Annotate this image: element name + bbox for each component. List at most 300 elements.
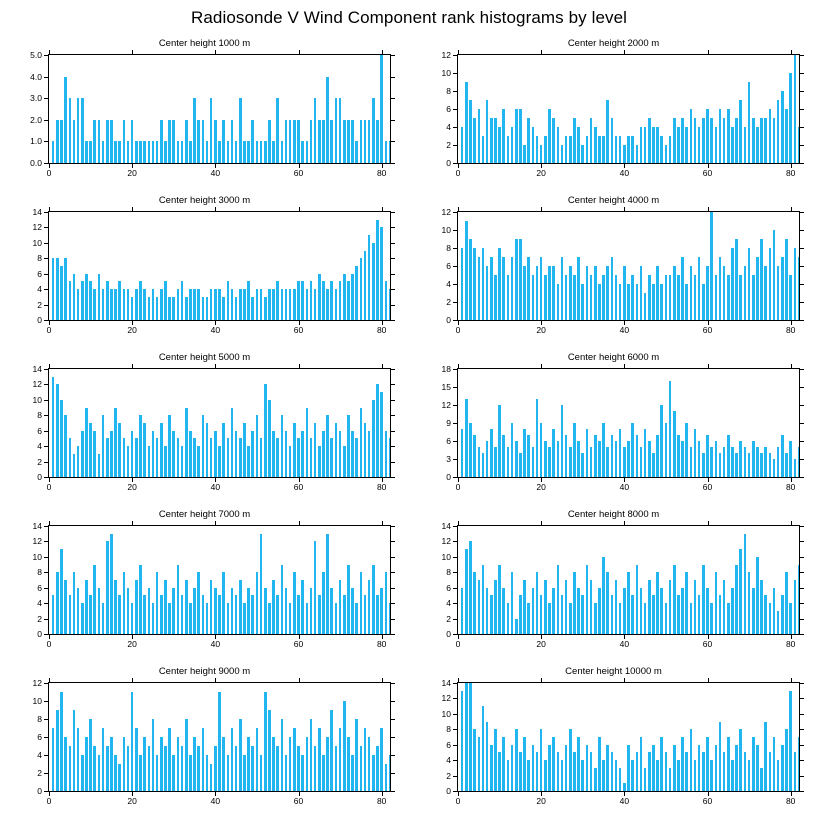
x-tick-label: 20	[127, 639, 137, 649]
bar	[502, 257, 505, 320]
bar	[127, 141, 130, 163]
y-tick-mark	[44, 588, 48, 589]
bar	[123, 120, 126, 163]
bar	[794, 752, 797, 791]
bar	[364, 251, 367, 320]
y-tick-mark	[391, 541, 395, 542]
y-tick-mark	[800, 634, 804, 635]
bar	[364, 423, 367, 477]
panel-title: Center height 1000 m	[158, 38, 251, 49]
bar	[272, 737, 275, 791]
bar	[380, 392, 383, 477]
x-tick-label: 40	[210, 168, 221, 178]
y-tick-mark	[44, 305, 48, 306]
x-tick-mark	[791, 521, 792, 525]
bar	[511, 572, 514, 634]
bar	[735, 239, 738, 320]
bar	[172, 120, 175, 163]
x-tick-mark	[624, 364, 625, 368]
bar	[752, 588, 755, 634]
bar	[148, 446, 151, 477]
bar	[656, 266, 659, 320]
bar	[602, 760, 605, 791]
bar	[677, 435, 680, 477]
bar	[177, 565, 180, 634]
bar	[172, 588, 175, 634]
bar	[581, 453, 584, 477]
bar	[557, 441, 560, 477]
x-axis	[457, 792, 800, 810]
bar	[644, 293, 647, 320]
bar	[351, 588, 354, 634]
bar	[739, 275, 742, 320]
bar	[482, 136, 485, 163]
x-tick-mark	[382, 50, 383, 54]
bar	[785, 109, 788, 163]
bar	[777, 611, 780, 634]
bar	[606, 266, 609, 320]
bar	[523, 145, 526, 163]
bar	[685, 127, 688, 163]
y-axis-right-ticks	[800, 682, 805, 792]
bar	[677, 275, 680, 320]
bar	[343, 446, 346, 477]
y-tick-mark	[453, 405, 457, 406]
bar	[127, 446, 130, 477]
panel-title: Center height 5000 m	[158, 352, 251, 363]
bar	[289, 737, 292, 791]
bar	[360, 120, 363, 163]
bar-series	[49, 55, 390, 163]
y-axis-right-ticks	[391, 54, 396, 164]
y-tick-mark	[800, 698, 804, 699]
bar	[264, 141, 267, 163]
bar	[469, 423, 472, 477]
bar	[243, 603, 246, 634]
y-axis	[409, 206, 457, 325]
bar	[189, 755, 192, 791]
y-tick-mark	[800, 212, 804, 213]
bar	[318, 728, 321, 791]
bar	[735, 745, 738, 791]
y-tick-label: 4	[37, 597, 42, 608]
bar	[143, 141, 146, 163]
bar	[636, 284, 639, 320]
x-tick-mark	[49, 50, 50, 54]
bar	[702, 284, 705, 320]
bar	[473, 572, 476, 634]
bar	[235, 746, 238, 791]
bar	[69, 595, 72, 634]
bar	[52, 595, 55, 634]
bar	[469, 541, 472, 634]
x-tick-label: 20	[536, 796, 546, 806]
bar	[152, 603, 155, 634]
bar	[243, 289, 246, 320]
bar	[98, 755, 101, 791]
bar	[89, 141, 92, 163]
y-tick-mark	[391, 163, 395, 164]
y-tick-mark	[391, 384, 395, 385]
x-tick-label: 0	[46, 639, 52, 649]
bar	[719, 257, 722, 320]
bar	[532, 127, 535, 163]
y-tick-label: 6	[446, 260, 451, 271]
x-tick-mark	[49, 364, 50, 368]
x-tick-label: 0	[46, 796, 52, 806]
y-tick-label: 12	[441, 399, 451, 410]
bar	[330, 120, 333, 163]
bar	[306, 603, 309, 634]
x-tick-mark	[541, 50, 542, 54]
bar	[636, 145, 639, 163]
y-tick-mark	[391, 55, 395, 56]
y-tick-mark	[453, 423, 457, 424]
bar	[60, 120, 63, 163]
bar	[602, 275, 605, 320]
bar	[69, 746, 72, 791]
bar	[193, 438, 196, 477]
bar	[594, 768, 597, 791]
bar	[272, 141, 275, 163]
bar	[385, 431, 388, 477]
x-tick-mark	[458, 364, 459, 368]
bar	[590, 447, 593, 477]
y-tick-mark	[800, 776, 804, 777]
bar	[260, 534, 263, 634]
y-tick-label: 8	[446, 724, 451, 735]
bar	[719, 453, 722, 477]
bar	[376, 120, 379, 163]
x-tick-label: 40	[619, 639, 630, 649]
x-tick-label: 80	[376, 482, 387, 492]
bar	[168, 603, 171, 634]
bar	[330, 588, 333, 634]
bar	[769, 752, 772, 791]
bar	[590, 580, 593, 634]
bar	[185, 120, 188, 163]
bar	[185, 408, 188, 477]
bar	[648, 118, 651, 163]
chart-panel	[0, 509, 409, 666]
bar	[731, 588, 734, 634]
bar	[197, 446, 200, 477]
bar	[573, 752, 576, 791]
bar	[515, 441, 518, 477]
bar	[515, 239, 518, 320]
x-tick-label: 80	[785, 796, 796, 806]
bar	[347, 281, 350, 320]
x-tick-mark	[49, 678, 50, 682]
y-tick-mark	[800, 91, 804, 92]
y-tick-mark	[391, 274, 395, 275]
bar	[193, 98, 196, 163]
bar	[789, 691, 792, 791]
bar	[143, 289, 146, 320]
x-tick-label: 60	[293, 325, 304, 335]
bar	[557, 284, 560, 320]
bar	[739, 729, 742, 791]
y-tick-mark	[453, 557, 457, 558]
bar	[343, 120, 346, 163]
bar	[306, 408, 309, 477]
bar	[502, 109, 505, 163]
bar	[552, 429, 555, 477]
bar	[478, 257, 481, 320]
bar	[644, 603, 647, 634]
y-tick-label: 6	[37, 731, 42, 742]
bar	[515, 109, 518, 163]
bar	[235, 595, 238, 634]
bar	[193, 289, 196, 320]
y-tick-mark	[800, 230, 804, 231]
y-tick-label: 18	[441, 363, 451, 374]
bar	[123, 737, 126, 791]
y-tick-label: 0	[37, 628, 42, 639]
bar	[231, 120, 234, 163]
bar	[135, 289, 138, 320]
y-tick-label: 6	[37, 582, 42, 593]
x-tick-label: 20	[536, 639, 546, 649]
bar	[301, 580, 304, 634]
bar	[69, 98, 72, 163]
bar	[690, 729, 693, 791]
bar	[335, 423, 338, 477]
bar	[247, 141, 250, 163]
y-tick-mark	[453, 619, 457, 620]
bar	[222, 423, 225, 477]
bar	[669, 136, 672, 163]
bar	[690, 447, 693, 477]
y-tick-label: 10	[32, 695, 42, 706]
bar	[640, 127, 643, 163]
bar	[143, 423, 146, 477]
bar	[690, 266, 693, 320]
y-tick-mark	[800, 320, 804, 321]
bar	[177, 438, 180, 477]
bar	[202, 297, 205, 320]
y-tick-mark	[800, 284, 804, 285]
x-tick-label: 0	[455, 168, 461, 178]
x-axis-top-ticks	[457, 521, 800, 525]
bar	[594, 127, 597, 163]
bar	[89, 423, 92, 477]
y-tick-mark	[391, 431, 395, 432]
bar	[769, 453, 772, 477]
y-tick-mark	[44, 719, 48, 720]
bar	[685, 423, 688, 477]
bar	[486, 100, 489, 163]
bar	[293, 728, 296, 791]
panel-title: Center height 10000 m	[565, 666, 662, 677]
x-tick-label: 40	[210, 639, 221, 649]
bar	[465, 399, 468, 477]
bar	[744, 447, 747, 477]
x-tick-mark	[382, 521, 383, 525]
bar	[715, 572, 718, 634]
x-tick-label: 60	[293, 168, 304, 178]
y-tick-mark	[391, 572, 395, 573]
bar	[110, 737, 113, 791]
y-tick-label: 2	[37, 456, 42, 467]
bar	[52, 728, 55, 791]
bar	[318, 120, 321, 163]
bar	[710, 212, 713, 320]
bar	[276, 98, 279, 163]
plot-area	[48, 682, 391, 792]
bar	[660, 284, 663, 320]
bar	[339, 98, 342, 163]
y-tick-label: 2	[446, 296, 451, 307]
bar	[77, 289, 80, 320]
bar	[85, 580, 88, 634]
bar	[673, 266, 676, 320]
bar	[206, 755, 209, 791]
y-tick-mark	[391, 120, 395, 121]
bar	[498, 405, 501, 477]
bar	[106, 541, 109, 634]
bar	[785, 239, 788, 320]
bar	[335, 289, 338, 320]
bar	[364, 595, 367, 634]
bar	[81, 431, 84, 477]
bar	[177, 737, 180, 791]
bar	[490, 429, 493, 477]
figure-title: Radiosonde V Wind Component rank histograms by level	[190, 8, 628, 27]
bar	[368, 737, 371, 791]
bar	[619, 768, 622, 791]
y-tick-label: 8	[446, 242, 451, 253]
bar	[355, 719, 358, 791]
x-tick-label: 80	[785, 482, 796, 492]
bar	[281, 141, 284, 163]
bar	[355, 438, 358, 477]
bar	[706, 109, 709, 163]
bar	[769, 109, 772, 163]
bar	[368, 431, 371, 477]
bar	[89, 719, 92, 791]
bar	[330, 438, 333, 477]
bar	[523, 737, 526, 791]
bar	[139, 755, 142, 791]
bar	[110, 120, 113, 163]
y-tick-mark	[44, 384, 48, 385]
bar	[557, 565, 560, 634]
bar	[752, 118, 755, 163]
bar	[227, 755, 230, 791]
bar	[619, 603, 622, 634]
bar	[540, 595, 543, 634]
bar	[247, 446, 250, 477]
bar	[552, 118, 555, 163]
x-axis-top-ticks	[457, 207, 800, 211]
bar	[310, 281, 313, 320]
bar	[289, 120, 292, 163]
bar	[364, 728, 367, 791]
bar	[552, 737, 555, 791]
bar	[293, 289, 296, 320]
bar	[577, 441, 580, 477]
x-axis	[457, 321, 800, 339]
y-tick-label: 4	[37, 283, 42, 294]
y-tick-mark	[800, 369, 804, 370]
bar	[673, 565, 676, 634]
x-tick-mark	[708, 521, 709, 525]
bar	[490, 745, 493, 791]
bar	[106, 120, 109, 163]
bar	[380, 227, 383, 320]
y-tick-label: 12	[441, 206, 451, 217]
y-tick-label: 6	[37, 268, 42, 279]
y-tick-mark	[453, 441, 457, 442]
bar	[156, 572, 159, 634]
y-tick-mark	[453, 603, 457, 604]
bar	[135, 580, 138, 634]
y-tick-mark	[44, 541, 48, 542]
y-tick-mark	[453, 776, 457, 777]
bar	[598, 136, 601, 163]
bar	[310, 120, 313, 163]
bar	[293, 572, 296, 634]
chart-panel	[409, 195, 818, 352]
bar	[594, 266, 597, 320]
bar	[297, 438, 300, 477]
bar	[557, 752, 560, 791]
bar	[461, 429, 464, 477]
y-tick-mark	[453, 683, 457, 684]
bar	[73, 454, 76, 477]
bar	[731, 127, 734, 163]
bar	[515, 619, 518, 634]
bar	[727, 109, 730, 163]
y-tick-label: 2	[37, 299, 42, 310]
y-tick-mark	[44, 683, 48, 684]
y-tick-label: 14	[441, 520, 451, 531]
bar	[139, 565, 142, 634]
x-tick-mark	[541, 521, 542, 525]
bar	[322, 431, 325, 477]
bar	[640, 737, 643, 791]
y-axis-right-ticks	[391, 368, 396, 478]
y-tick-label: 8	[37, 410, 42, 421]
y-tick-mark	[453, 369, 457, 370]
bar	[536, 752, 539, 791]
x-tick-mark	[49, 521, 50, 525]
panel-title: Center height 4000 m	[567, 195, 660, 206]
x-tick-label: 0	[455, 482, 461, 492]
x-axis	[48, 478, 391, 496]
bar	[727, 603, 730, 634]
y-axis-right-ticks	[800, 211, 805, 321]
bar	[227, 281, 230, 320]
bar	[380, 728, 383, 791]
y-tick-label: 6	[446, 739, 451, 750]
bar	[702, 118, 705, 163]
y-tick-label: 4.0	[30, 71, 42, 82]
bar	[380, 588, 383, 634]
bar	[631, 595, 634, 634]
bar	[764, 266, 767, 320]
bar	[773, 230, 776, 320]
bar	[376, 384, 379, 477]
y-tick-mark	[44, 431, 48, 432]
bar	[168, 415, 171, 477]
bar	[193, 737, 196, 791]
bar	[781, 745, 784, 791]
bar	[739, 100, 742, 163]
bar	[710, 760, 713, 791]
bar	[532, 275, 535, 320]
